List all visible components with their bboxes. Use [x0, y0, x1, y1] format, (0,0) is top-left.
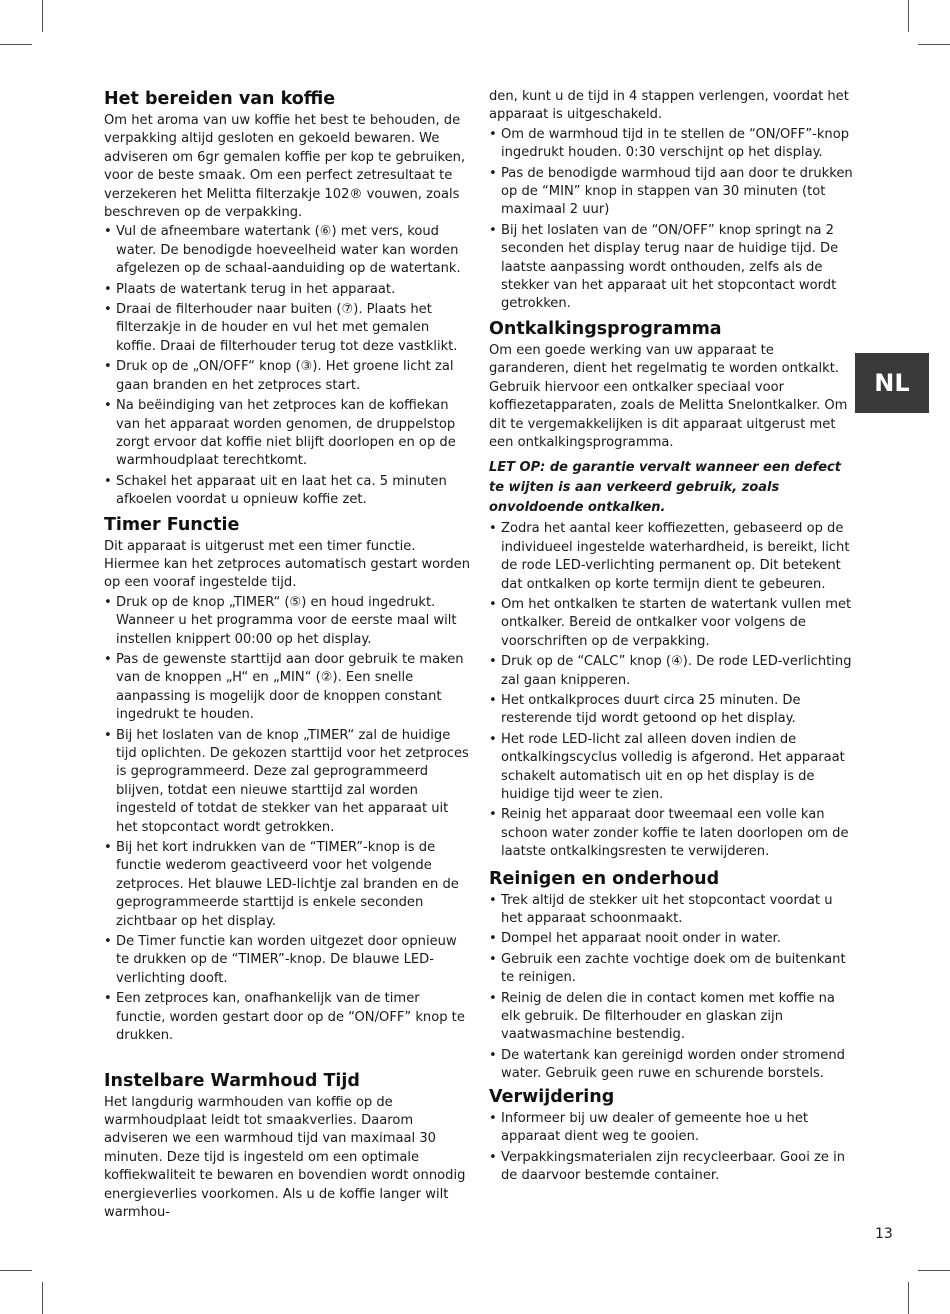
list-item: • De watertank kan gereinigd worden onder stromend water. Gebruik geen ruwe en schurende borstels.	[489, 1047, 857, 1084]
language-tab: NL	[855, 353, 929, 413]
section-heading-keep-warm: Instelbare Warmhoud Tijd	[104, 1070, 360, 1091]
spacer	[104, 1048, 472, 1070]
list-item: • Reinig de delen die in contact komen met koffie na elk gebruik. De filterhouder en glaskan zijn vaatwasmachine bestendig.	[489, 990, 857, 1045]
list-item: • Het rode LED-licht zal alleen doven indien de ontkalkingscyclus volledig is afgerond. Het apparaat schakelt automatisch uit en op het display is de huidige tijd weer te zien.	[489, 731, 857, 805]
bullet-list	[489, 1110, 857, 1186]
list-item: • Om de warmhoud tijd in te stellen de “ON/OFF”-knop ingedrukt houden. 0:30 verschijnt op het display.	[489, 126, 857, 163]
section-heading-descaling: Ontkalkingsprogramma	[489, 318, 722, 339]
list-item: • Verpakkingsmaterialen zijn recycleerbaar. Gooi ze in de daarvoor bestemde container.	[489, 1149, 857, 1186]
list-item: • Dompel het apparaat nooit onder in water.	[489, 930, 857, 948]
list-item: • Druk op de knop „TIMER“ (⑤) en houd ingedrukt. Wanneer u het programma voor de eerste maal wilt instellen knippert 00:00 op het display.	[104, 594, 472, 649]
bullet-list	[489, 126, 857, 314]
paragraph: Dit apparaat is uitgerust met een timer functie. Hiermee kan het zetproces automatisch gestart worden op een vooraf ingestelde tijd.	[104, 538, 470, 591]
crop-mark	[0, 44, 32, 45]
paragraph: Om het aroma van uw koffie het best te behouden, de verpakking altijd gesloten en gekoeld bewaren. We adviseren om 6gr gemalen koffie per kop te gebruiken, voor de beste smaak. Om een perfect zetresultaat te verzekeren het Melitta filterzakje 102® vouwen, zoals beschreven op de verpakking.	[104, 113, 466, 221]
list-item: • De Timer functie kan worden uitgezet door opnieuw te drukken op de “TIMER”-knop. De blauwe LED-verlichting dooft.	[104, 933, 472, 988]
paragraph: den, kunt u de tijd in 4 stappen verlengen, voordat het apparaat is uitgeschakeld.	[489, 89, 849, 123]
page-number: 13	[875, 1226, 893, 1242]
list-item: • Na beëindiging van het zetproces kan de koffiekan van het apparaat worden genomen, de druppelstop zorgt ervoor dat koffie niet blijft doorlopen en op de warmhoudplaat terechtkomt.	[104, 397, 472, 471]
list-item: • Een zetproces kan, onafhankelijk van de timer functie, worden gestart door op de “ON/OFF” knop te drukken.	[104, 990, 472, 1045]
bullet-list	[104, 594, 472, 1046]
list-item: • Druk op de „ON/OFF“ knop (③). Het groene licht zal gaan branden en het zetproces start.	[104, 358, 472, 395]
list-item: • Pas de benodigde warmhoud tijd aan door te drukken op de “MIN” knop in stappen van 30 minuten (tot maximaal 2 uur)	[489, 165, 857, 220]
crop-mark	[42, 0, 43, 32]
list-item: • Bij het loslaten van de knop „TIMER“ zal de huidige tijd oplichten. De gekozen starttijd voor het zetproces is geprogrammeerd. Deze zal geprogrammeerd blijven, totdat een nieuwe starttijd zal worden ingesteld of totdat de stekker van het apparaat uit het stopcontact wordt getrokken.	[104, 727, 472, 837]
section-heading-disposal: Verwijdering	[489, 1086, 615, 1107]
crop-mark	[42, 1282, 43, 1314]
list-item: • Schakel het apparaat uit en laat het ca. 5 minuten afkoelen voordat u opnieuw koffie zet.	[104, 473, 472, 510]
right-column	[489, 88, 857, 1187]
section-heading-timer: Timer Functie	[104, 514, 240, 535]
list-item: • Om het ontkalken te starten de watertank vullen met ontkalker. Bereid de ontkalker voor volgens de voorschriften op de verpakking.	[489, 596, 857, 651]
list-item: • Plaats de watertank terug in het apparaat.	[104, 281, 472, 299]
list-item: • Trek altijd de stekker uit het stopcontact voordat u het apparaat schoonmaakt.	[489, 892, 857, 929]
list-item: • Het ontkalkproces duurt circa 25 minuten. De resterende tijd wordt getoond op het display.	[489, 692, 857, 729]
bullet-list	[104, 223, 472, 509]
bullet-list	[489, 520, 857, 861]
list-item: • Informeer bij uw dealer of gemeente hoe u het apparaat dient weg te gooien.	[489, 1110, 857, 1147]
list-item: • Draai de filterhouder naar buiten (⑦). Plaats het filterzakje in de houder en vul het met gemalen koffie. Draai de filterhouder terug tot deze vastklikt.	[104, 301, 472, 356]
bullet-list	[489, 892, 857, 1084]
crop-mark	[0, 1270, 32, 1271]
paragraph: Het langdurig warmhouden van koffie op de warmhoudplaat leidt tot smaakverlies. Daarom adviseren we een warmhoud tijd van maximaal 30 minuten. Deze tijd is ingesteld om een optimale koffiekwaliteit te bewaren en bovendien wordt onnodig energieverlies voorkomen. Als u de koffie langer wilt warmhou-	[104, 1094, 466, 1220]
crop-mark	[918, 44, 950, 45]
paragraph: Om een goede werking van uw apparaat te garanderen, dient het regelmatig te worden ontkalkt. Gebruik hiervoor een ontkalker speciaal voor koffiezetapparaten, zoals de Melitta Snelontkalker. Om dit te vergemakkelijken is dit apparaat uitgerust met een ontkalkingsprogramma.	[489, 342, 848, 450]
list-item: • Vul de afneembare watertank (⑥) met vers, koud water. De benodigde hoeveelheid water kan worden afgelezen op de schaal-aanduiding op de watertank.	[104, 223, 472, 278]
section-heading-brewing: Het bereiden van koffie	[104, 89, 336, 109]
list-item: • Bij het kort indrukken van de “TIMER”-knop is de functie wederom geactiveerd voor het volgende zetproces. Het blauwe LED-lichtje zal branden en de geprogrammeerde starttijd is enkele seconden zichtbaar op het display.	[104, 839, 472, 931]
list-item: • Bij het loslaten van de “ON/OFF” knop springt na 2 seconden het display terug naar de huidige tijd. De laatste aanpassing wordt onthouden, zelfs als de stekker van het apparaat uit het stopcontact wordt getrokken.	[489, 222, 857, 314]
section-heading-cleaning: Reinigen en onderhoud	[489, 868, 720, 889]
crop-mark	[908, 1282, 909, 1314]
crop-mark	[918, 1270, 950, 1271]
list-item: • Gebruik een zachte vochtige doek om de buitenkant te reinigen.	[489, 951, 857, 988]
list-item: • Zodra het aantal keer koffiezetten, gebaseerd op de individueel ingestelde waterhardheid, is bereikt, licht de rode LED-verlichting permanent op. Dit betekent dat ontkalken op korte termijn dient te gebeuren.	[489, 520, 857, 594]
warning-note: LET OP: de garantie vervalt wanneer een defect te wijten is aan verkeerd gebruik, zoals onvoldoende ontkalken.	[489, 460, 841, 516]
list-item: • Druk op de “CALC” knop (④). De rode LED-verlichting zal gaan knipperen.	[489, 653, 857, 690]
left-column	[104, 88, 472, 1222]
list-item: • Reinig het apparaat door tweemaal een volle kan schoon water zonder koffie te laten doorlopen om de laatste ontkalkingsresten te verwijderen.	[489, 806, 857, 861]
list-item: • Pas de gewenste starttijd aan door gebruik te maken van de knoppen „H“ en „MIN“ (②). Een snelle aanpassing is mogelijk door de knoppen constant ingedrukt te houden.	[104, 651, 472, 725]
crop-mark	[908, 0, 909, 32]
